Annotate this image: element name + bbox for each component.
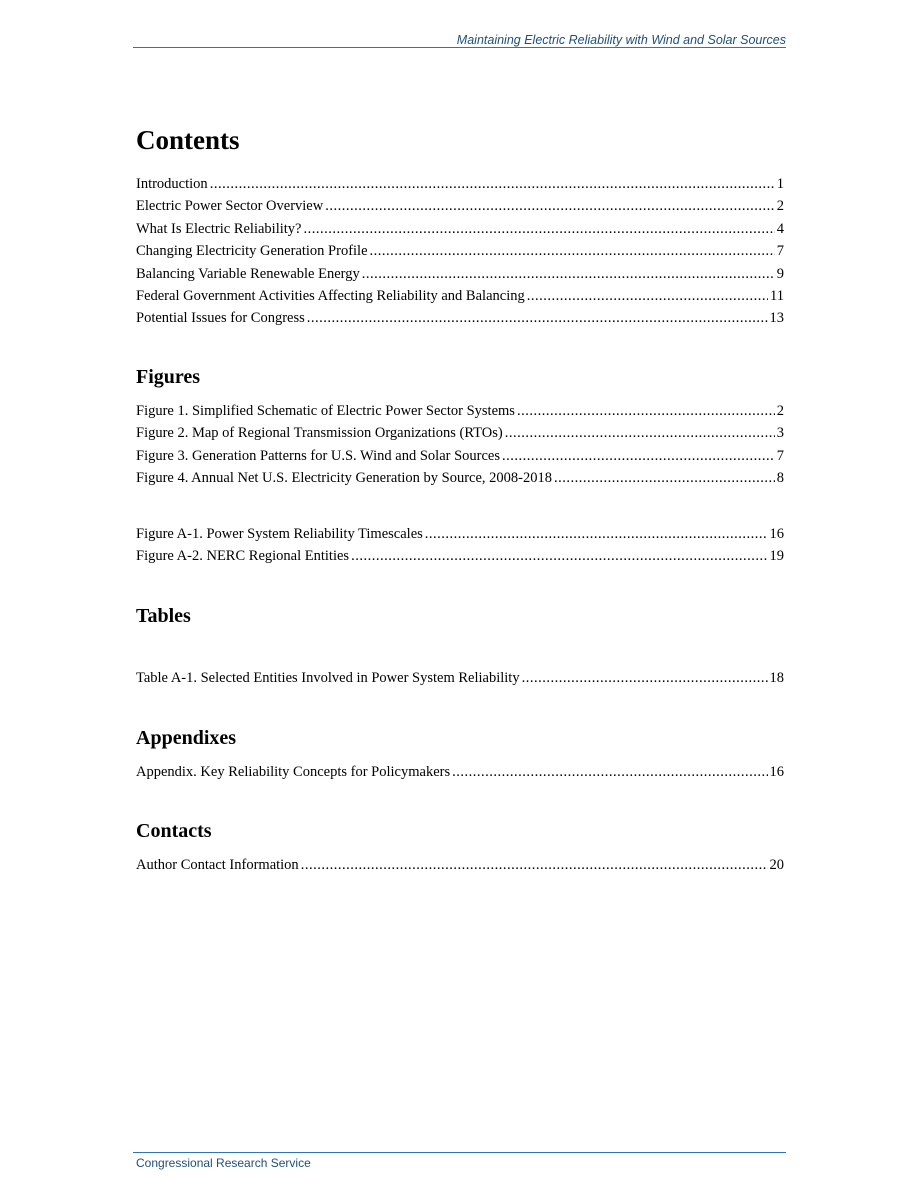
toc-entry-text: Appendix. Key Reliability Concepts for Policymakers — [136, 764, 451, 780]
toc-entry-federal-activities[interactable] — [136, 285, 784, 307]
toc-entry-text: Figure 3. Generation Patterns for U.S. Wind and Solar Sources — [136, 447, 501, 464]
toc-entry-page: 2 — [776, 403, 784, 419]
toc-entry-text: Federal Government Activities Affecting Reliability and Balancing — [136, 287, 525, 304]
dot-leader — [370, 240, 775, 262]
toc-entry-balancing[interactable] — [136, 263, 784, 285]
toc-entry-figure-4[interactable] — [136, 467, 784, 489]
contents-heading: Contents — [136, 125, 240, 155]
appendix-figures-list — [136, 523, 784, 568]
toc-entry-page: 7 — [776, 243, 784, 260]
toc-entry-page: 9 — [776, 265, 784, 282]
contacts-list — [136, 854, 784, 876]
toc-entry-text: What Is Electric Reliability? — [136, 220, 302, 237]
toc-entry-author-contact[interactable] — [136, 854, 784, 876]
toc-entry-page: 7 — [776, 447, 784, 464]
toc-entry-figure-3[interactable] — [136, 445, 784, 467]
dot-leader — [351, 545, 767, 567]
dot-leader — [505, 422, 775, 444]
toc-entry-appendix[interactable] — [136, 761, 784, 783]
header-rule — [133, 47, 786, 48]
toc-entry-page: 8 — [776, 470, 784, 487]
toc-entry-introduction[interactable] — [136, 173, 784, 195]
toc-entry-page: 11 — [770, 287, 784, 304]
toc-entry-page: 18 — [769, 670, 784, 686]
toc-entry-generation-profile[interactable] — [136, 240, 784, 262]
toc-entry-text: Figure A-1. Power System Reliability Timescales — [136, 526, 423, 542]
contacts-heading: Contacts — [136, 820, 212, 842]
toc-entry-page: 4 — [776, 220, 784, 237]
dot-leader — [452, 761, 767, 783]
dot-leader — [303, 218, 774, 240]
toc-entry-electric-reliability[interactable] — [136, 218, 784, 240]
toc-entry-page: 3 — [776, 425, 784, 442]
figures-list — [136, 400, 784, 490]
toc-entry-table-a1[interactable] — [136, 667, 784, 689]
toc-entry-figure-a1[interactable] — [136, 523, 784, 545]
dot-leader — [554, 467, 775, 489]
toc-entry-sector-overview[interactable] — [136, 195, 784, 217]
toc-entry-text: Figure 2. Map of Regional Transmission Organizations (RTOs) — [136, 425, 503, 442]
toc-entry-text: Introduction — [136, 176, 208, 192]
tables-heading: Tables — [136, 605, 191, 627]
toc-entry-text: Figure 1. Simplified Schematic of Electric Power Sector Systems — [136, 403, 515, 419]
toc-entry-text: Table A-1. Selected Entities Involved in Power System Reliability — [136, 670, 520, 686]
footer-organization: Congressional Research Service — [136, 1156, 311, 1170]
dot-leader — [527, 285, 768, 307]
contents-list — [136, 173, 784, 330]
appendixes-list — [136, 761, 784, 783]
dot-leader — [210, 173, 775, 195]
dot-leader — [425, 523, 768, 545]
dot-leader — [502, 445, 775, 467]
toc-entry-page: 20 — [769, 857, 784, 873]
toc-entry-text: Potential Issues for Congress — [136, 310, 305, 327]
toc-entry-page: 19 — [769, 548, 784, 565]
dot-leader — [301, 854, 768, 876]
toc-entry-page: 2 — [776, 198, 784, 215]
toc-entry-text: Balancing Variable Renewable Energy — [136, 265, 360, 282]
dot-leader — [517, 400, 775, 422]
tables-list — [136, 667, 784, 689]
toc-entry-figure-1[interactable] — [136, 400, 784, 422]
toc-entry-issues-congress[interactable] — [136, 307, 784, 329]
dot-leader — [307, 307, 768, 329]
toc-entry-page: 16 — [769, 764, 784, 780]
toc-entry-page: 16 — [769, 526, 784, 542]
footer-rule — [133, 1152, 786, 1153]
toc-entry-page: 1 — [776, 176, 784, 192]
running-header-title: Maintaining Electric Reliability with Wind and Solar Sources — [456, 33, 786, 47]
toc-entry-text: Figure 4. Annual Net U.S. Electricity Generation by Source, 2008-2018 — [136, 470, 552, 487]
dot-leader — [325, 195, 775, 217]
toc-entry-figure-a2[interactable] — [136, 545, 784, 567]
toc-entry-text: Electric Power Sector Overview — [136, 198, 324, 215]
appendixes-heading: Appendixes — [136, 727, 237, 749]
toc-entry-figure-2[interactable] — [136, 422, 784, 444]
toc-entry-text: Changing Electricity Generation Profile — [136, 243, 368, 260]
toc-entry-text: Author Contact Information — [136, 857, 299, 873]
dot-leader — [362, 263, 775, 285]
toc-entry-text: Figure A-2. NERC Regional Entities — [136, 548, 350, 565]
figures-heading: Figures — [136, 366, 201, 388]
dot-leader — [522, 667, 768, 689]
toc-entry-page: 13 — [769, 310, 784, 327]
